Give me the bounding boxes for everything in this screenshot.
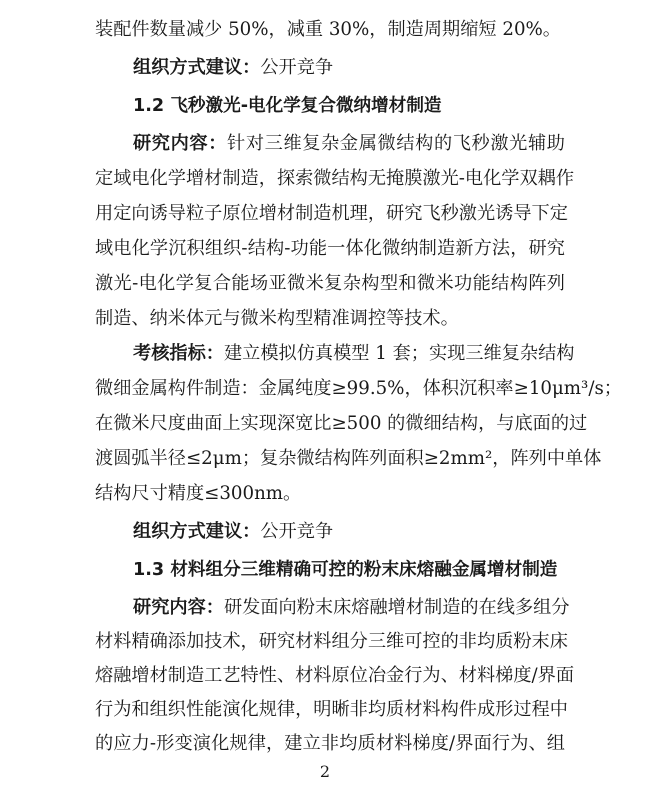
- paragraph-line: 装配件数量减少 50%，减重 30%，制造周期缩短 20%。: [95, 19, 561, 40]
- paragraph-line: 熔融增材制造工艺特性、材料原位冶金行为、材料梯度/界面: [95, 665, 575, 686]
- paragraph-line: 的应力-形变演化规律，建立非均质材料梯度/界面行为、组: [95, 733, 565, 754]
- section-title: 材料组分三维精确可控的粉末床熔融金属增材制造: [170, 560, 558, 580]
- content-first-line: [133, 128, 565, 160]
- content-label: 研究内容：: [133, 597, 224, 618]
- content-label: 研究内容：: [133, 133, 228, 154]
- content-first-line: [133, 592, 570, 624]
- paragraph-line: 材料精确添加技术，研究材料组分三维可控的非均质粉末床: [95, 631, 568, 652]
- paragraph-line: 行为和组织性能演化规律，明晰非均质材料构件成形过程中: [95, 699, 568, 720]
- organization-value: 公开竞争: [260, 57, 334, 78]
- paragraph-line: 激光-电化学复合能场亚微米复杂构型和微米功能结构阵列: [95, 273, 565, 294]
- page-number: 2: [319, 762, 331, 781]
- indicator-label: 考核指标：: [133, 343, 224, 364]
- content-text: 研发面向粉末床熔融增材制造的在线多组分: [223, 597, 570, 618]
- paragraph-line: 结构尺寸精度≤300nm。: [95, 483, 302, 504]
- content-text: 针对三维复杂金属微结构的飞秒激光辅助: [227, 133, 565, 154]
- organization-line: [133, 516, 565, 548]
- organization-value: 公开竞争: [260, 521, 334, 542]
- indicator-first-line: [133, 338, 575, 370]
- paragraph-line: 渡圆弧半径≤2μm；复杂微结构阵列面积≥2mm²，阵列中单体: [95, 448, 602, 469]
- paragraph-line: 定域电化学增材制造，探索微结构无掩膜激光-电化学双耦作: [95, 168, 575, 189]
- paragraph-line: 在微米尺度曲面上实现深宽比≥500 的微细结构，与底面的过: [95, 413, 588, 434]
- paragraph-line: 用定向诱导粒子原位增材制造机理，研究飞秒激光诱导下定: [95, 203, 568, 224]
- section-title: 飞秒激光-电化学复合微纳增材制造: [170, 96, 442, 116]
- paragraph-line: 域电化学沉积组织-结构-功能一体化微纳制造新方法，研究: [95, 238, 565, 259]
- section-number: 1.3: [133, 560, 165, 580]
- organization-line: [133, 52, 565, 84]
- section-heading-1-2: [133, 90, 565, 122]
- indicator-text: 建立模拟仿真模型 1 套；实现三维复杂结构: [223, 343, 575, 364]
- section-number: 1.2: [133, 96, 165, 116]
- organization-label: 组织方式建议：: [133, 521, 261, 542]
- paragraph-line: 制造、纳米体元与微米构型精准调控等技术。: [95, 308, 459, 329]
- section-heading-1-3: [133, 554, 565, 586]
- paragraph-line: 微细金属构件制造：金属纯度≥99.5%，体积沉积率≥10μm³/s；: [95, 378, 622, 399]
- organization-label: 组织方式建议：: [133, 57, 261, 78]
